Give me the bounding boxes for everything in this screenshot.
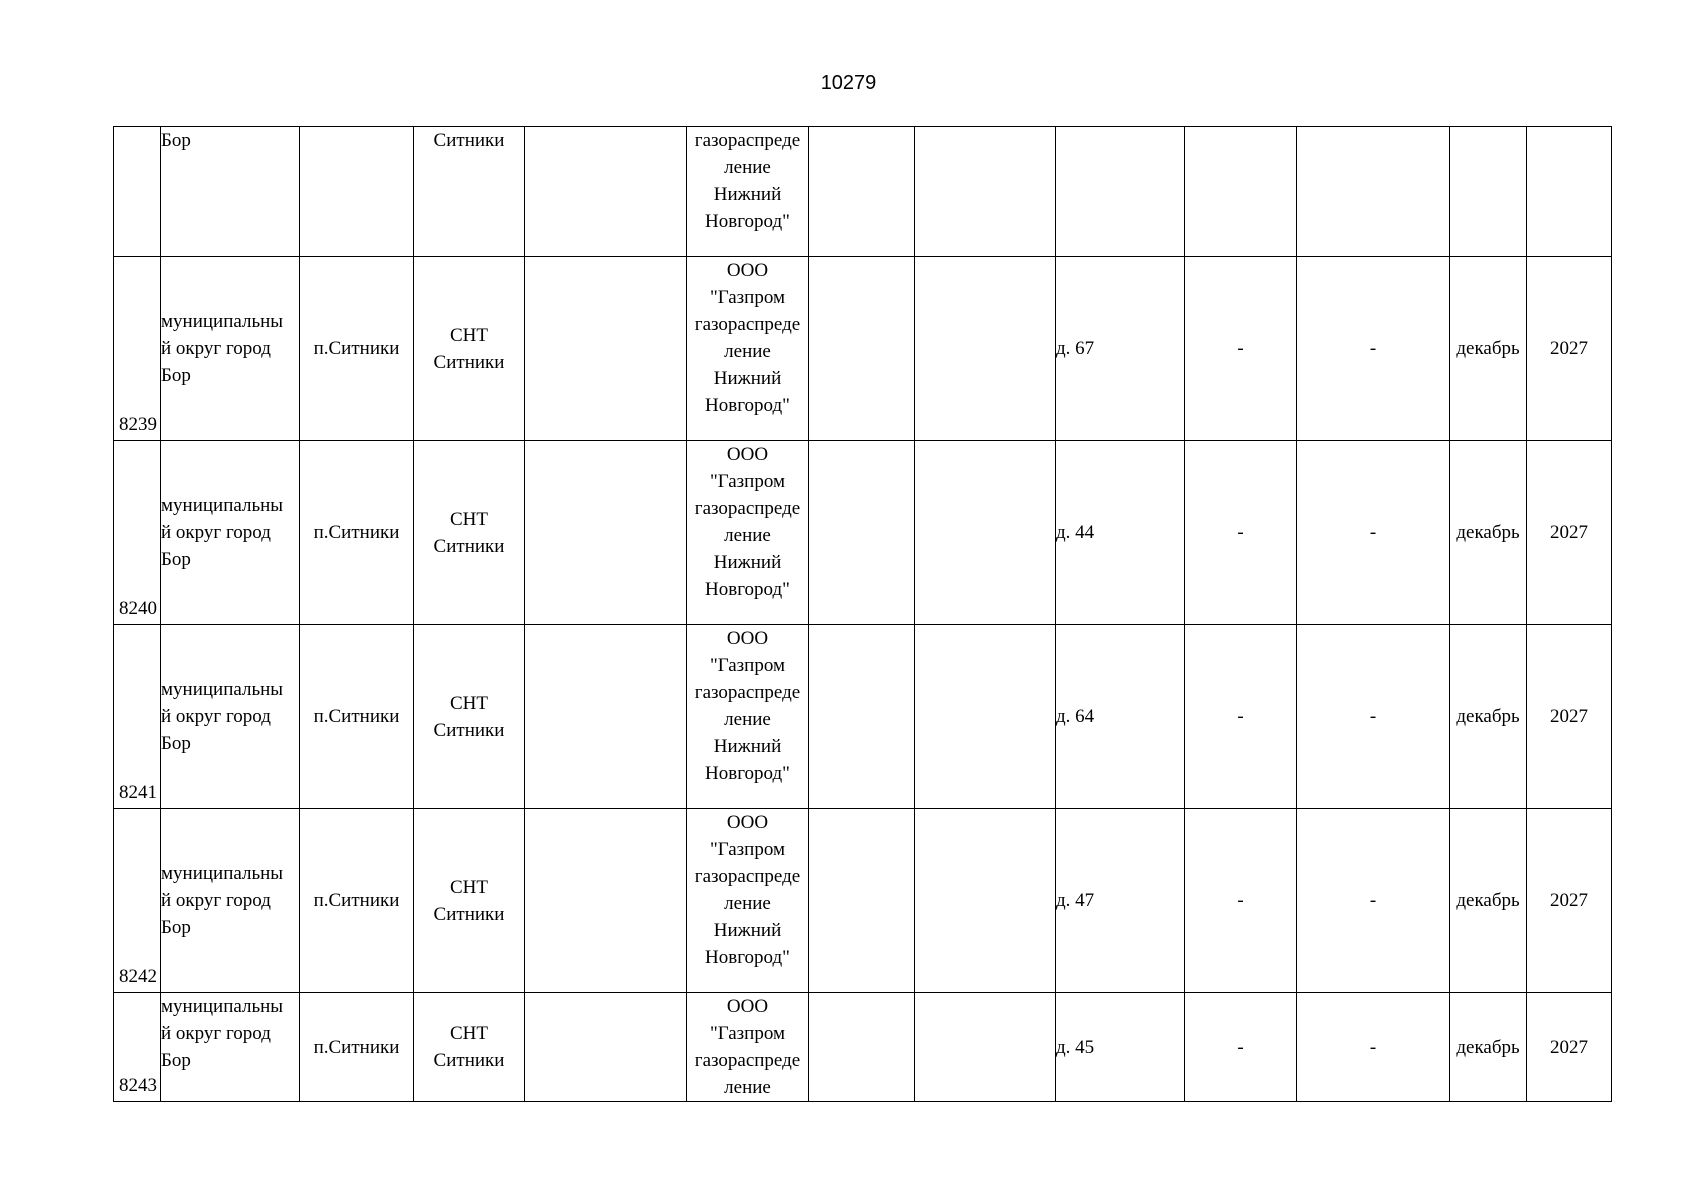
cell-month: декабрь: [1450, 625, 1527, 809]
cell-empty: [915, 809, 1056, 993]
cell-dash: -: [1185, 441, 1297, 625]
cell-year: 2027: [1527, 257, 1612, 441]
cell-snt: СНТ Ситники: [414, 441, 525, 625]
cell-num: 8239: [114, 257, 161, 441]
cell-month: декабрь: [1450, 257, 1527, 441]
cell-num: 8243: [114, 993, 161, 1102]
page-number: 10279: [820, 72, 877, 94]
cell-house: д. 44: [1056, 441, 1185, 625]
cell-house: д. 67: [1056, 257, 1185, 441]
cell-house: д. 47: [1056, 809, 1185, 993]
cell-year: 2027: [1527, 441, 1612, 625]
cell-empty: [1056, 127, 1185, 257]
cell-num: 8240: [114, 441, 161, 625]
cell-dash: -: [1297, 625, 1450, 809]
cell-organization: газораспреде ление Нижний Новгород": [687, 127, 809, 257]
cell-organization: ООО "Газпром газораспреде ление Нижний Новгород": [687, 441, 809, 625]
cell-num: 8241: [114, 625, 161, 809]
cell-empty: [915, 257, 1056, 441]
table-row-continued: [114, 127, 1612, 257]
cell-municipality: муниципальны й округ город Бор: [161, 993, 300, 1102]
cell-empty: [809, 257, 915, 441]
cell-num: [114, 127, 161, 257]
cell-dash: -: [1297, 441, 1450, 625]
cell-month: декабрь: [1450, 993, 1527, 1102]
cell-empty: [809, 127, 915, 257]
cell-empty: [915, 441, 1056, 625]
cell-municipality: муниципальны й округ город Бор: [161, 809, 300, 993]
table-row: [114, 809, 1612, 993]
cell-empty: [809, 441, 915, 625]
cell-municipality: муниципальны й округ город Бор: [161, 625, 300, 809]
cell-empty: [525, 441, 687, 625]
cell-dash: -: [1185, 809, 1297, 993]
cell-empty: [915, 625, 1056, 809]
cell-month: декабрь: [1450, 809, 1527, 993]
cell-num: 8242: [114, 809, 161, 993]
cell-settlement: п.Ситники: [300, 809, 414, 993]
table-row: [114, 441, 1612, 625]
cell-dash: -: [1297, 993, 1450, 1102]
cell-snt: СНТ Ситники: [414, 993, 525, 1102]
cell-empty: [809, 993, 915, 1102]
cell-settlement: п.Ситники: [300, 441, 414, 625]
cell-year: 2027: [1527, 625, 1612, 809]
cell-empty: [525, 993, 687, 1102]
cell-empty: [1450, 127, 1527, 257]
cell-dash: -: [1185, 257, 1297, 441]
cell-snt: СНТ Ситники: [414, 257, 525, 441]
table-row: [114, 993, 1612, 1102]
cell-empty: [525, 809, 687, 993]
cell-municipality: муниципальны й округ город Бор: [161, 441, 300, 625]
cell-year: 2027: [1527, 993, 1612, 1102]
table-row: [114, 257, 1612, 441]
cell-settlement: п.Ситники: [300, 993, 414, 1102]
cell-snt: Ситники: [414, 127, 525, 257]
cell-empty: [915, 993, 1056, 1102]
cell-empty: [1185, 127, 1297, 257]
cell-organization: ООО "Газпром газораспреде ление Нижний Новгород": [687, 257, 809, 441]
cell-dash: -: [1185, 993, 1297, 1102]
cell-snt: СНТ Ситники: [414, 625, 525, 809]
gasification-schedule-table: [113, 126, 1612, 1102]
cell-dash: -: [1297, 809, 1450, 993]
cell-year: 2027: [1527, 809, 1612, 993]
cell-empty: [1527, 127, 1612, 257]
cell-settlement: [300, 127, 414, 257]
cell-organization: ООО "Газпром газораспреде ление: [687, 993, 809, 1102]
cell-empty: [915, 127, 1056, 257]
cell-house: д. 64: [1056, 625, 1185, 809]
cell-empty: [809, 625, 915, 809]
cell-house: д. 45: [1056, 993, 1185, 1102]
cell-empty: [1297, 127, 1450, 257]
table-row: [114, 625, 1612, 809]
cell-empty: [525, 625, 687, 809]
cell-municipality: муниципальны й округ город Бор: [161, 257, 300, 441]
cell-organization: ООО "Газпром газораспреде ление Нижний Новгород": [687, 809, 809, 993]
cell-empty: [809, 809, 915, 993]
cell-municipality: Бор: [161, 127, 300, 257]
cell-settlement: п.Ситники: [300, 257, 414, 441]
cell-dash: -: [1185, 625, 1297, 809]
cell-settlement: п.Ситники: [300, 625, 414, 809]
cell-month: декабрь: [1450, 441, 1527, 625]
cell-empty: [525, 127, 687, 257]
cell-snt: СНТ Ситники: [414, 809, 525, 993]
cell-organization: ООО "Газпром газораспреде ление Нижний Новгород": [687, 625, 809, 809]
cell-dash: -: [1297, 257, 1450, 441]
cell-empty: [525, 257, 687, 441]
